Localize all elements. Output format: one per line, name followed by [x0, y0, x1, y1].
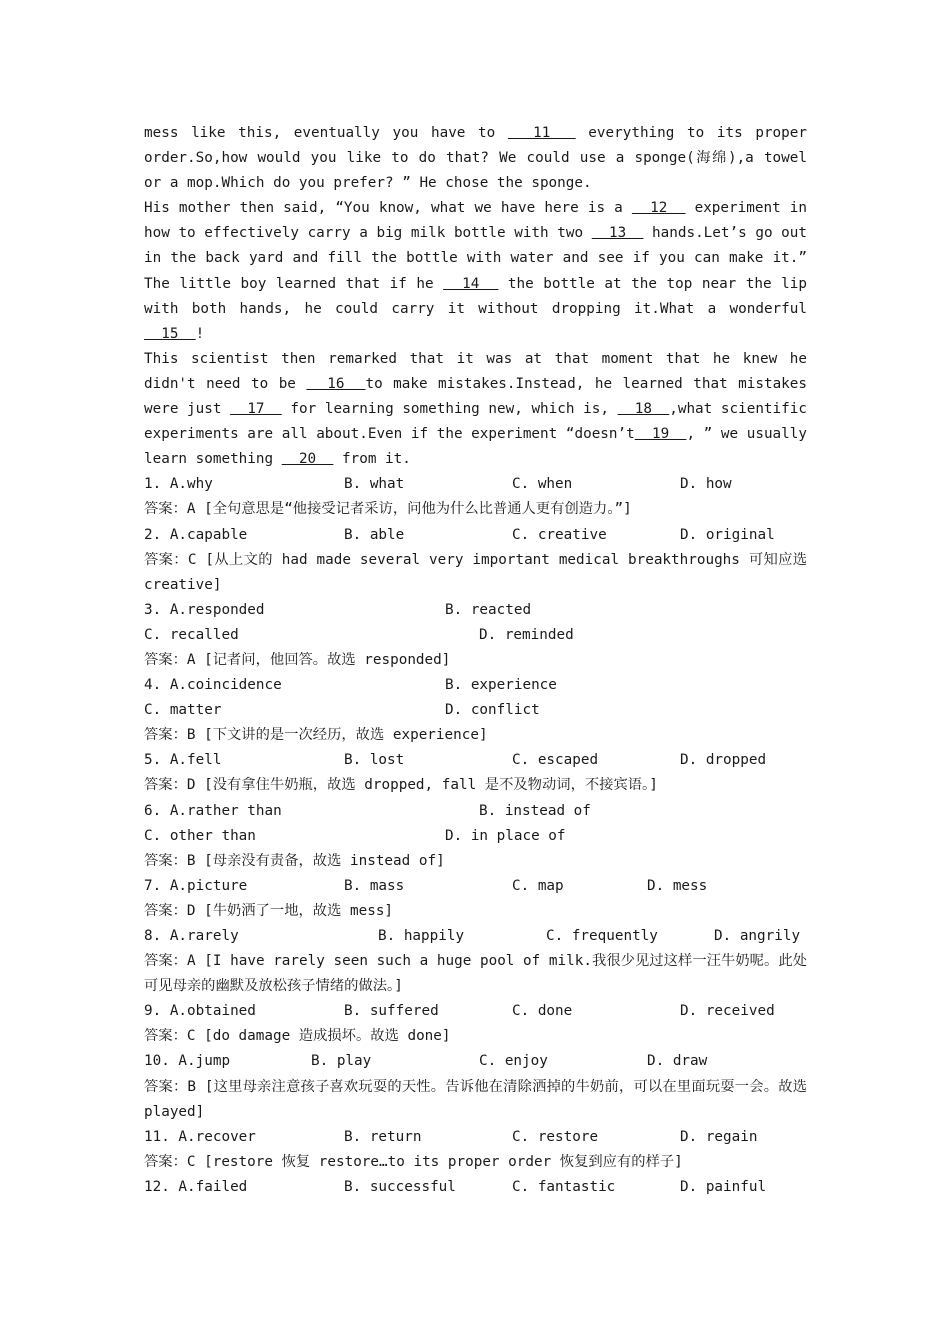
option-choice: C. fantastic [512, 1178, 616, 1195]
passage-text: mess like this, eventually you have to [144, 125, 508, 141]
option-row [144, 799, 807, 824]
option-row [144, 1175, 807, 1200]
option-row [144, 824, 807, 849]
option-row [144, 999, 807, 1024]
answer-explanation: 答案：B [下文讲的是一次经历，故选 experience] [144, 727, 488, 744]
option-choice: D. reminded [479, 626, 574, 643]
option-choice: 8. A.rarely [144, 928, 239, 944]
option-choice: C. done [512, 1003, 573, 1020]
option-choice: B. reacted [445, 601, 532, 618]
passage-text: from it. [333, 451, 411, 468]
option-row [144, 1125, 807, 1150]
option-choice: D. angrily [714, 928, 801, 944]
option-row [144, 673, 807, 698]
answer-explanation: 答案：A [记者问，他回答。故选 responded] [144, 651, 451, 668]
option-row [144, 698, 807, 723]
passage-text: ! [195, 325, 205, 342]
option-choice: C. escaped [512, 752, 599, 769]
option-choice: 2. A.capable [144, 526, 248, 543]
passage-text: , ” we usually learn something [144, 426, 807, 468]
option-choice: B. instead of [479, 802, 591, 819]
option-choice: 12. A.failed [144, 1178, 248, 1195]
option-choice: D. mess [647, 877, 708, 894]
option-choice: 1. A.why [144, 476, 213, 493]
answer-blank: 18 [617, 401, 670, 418]
passage-text: to make mistakes.Instead, he learned that mistakes were just [144, 375, 807, 418]
answer-explanation: 答案：C [restore 恢复 restore…to its proper order 恢复到应有的样子] [144, 1153, 683, 1170]
answer-explanation: 答案：B [母亲没有责备，故选 instead of] [144, 852, 445, 869]
option-choice: C. frequently [546, 928, 658, 944]
option-row [144, 472, 807, 497]
option-choice: B. return [344, 1128, 422, 1145]
answer-explanation: 答案：D [没有拿住牛奶瓶，故选 dropped, fall 是不及物动词，不接宾语。] [144, 777, 658, 794]
option-choice: B. play [311, 1053, 372, 1070]
option-choice: 9. A.obtained [144, 1003, 256, 1020]
passage-text: the bottle at the top near the lip with both hands, he could carry it without dropping it.What a wonderful [144, 275, 807, 317]
option-choice: C. restore [512, 1128, 599, 1145]
option-choice: D. in place of [445, 827, 566, 844]
option-choice: D. painful [680, 1178, 767, 1195]
option-choice: C. recalled [144, 626, 239, 643]
option-choice: C. map [512, 877, 564, 894]
answer-blank: 14 [443, 275, 499, 292]
answer-explanation: 答案：C [从上文的 had made several very important medical breakthroughs 可知应选 creative] [144, 551, 807, 593]
answer-blank: 20 [281, 451, 334, 468]
option-row [144, 523, 807, 548]
option-choice: B. lost [344, 752, 405, 769]
answer-blank: 17 [230, 401, 282, 418]
option-choice: D. conflict [445, 702, 540, 719]
option-choice: D. regain [680, 1128, 758, 1145]
option-choice: 7. A.picture [144, 877, 248, 894]
option-row [144, 598, 807, 623]
option-choice: 5. A.fell [144, 752, 222, 769]
answer-blank: 16 [306, 375, 366, 392]
option-choice: D. received [680, 1003, 775, 1020]
option-choice: D. original [680, 526, 775, 543]
passage-paragraph [144, 196, 807, 347]
option-row [144, 874, 807, 899]
option-choice: D. draw [647, 1053, 708, 1070]
option-choice: B. suffered [344, 1003, 439, 1020]
option-choice: B. happily [378, 928, 465, 944]
answer-explanation: 答案：B [这里母亲注意孩子喜欢玩耍的天性。告诉他在清除洒掉的牛奶前，可以在里面玩耍一会。故选 played] [144, 1078, 807, 1120]
option-choice: B. experience [445, 677, 557, 694]
passage-text: His mother then said, “You know, what we have here is a [144, 200, 632, 217]
answer-blank: 19 [634, 426, 687, 443]
document-page [144, 121, 807, 1200]
option-choice: C. matter [144, 702, 222, 719]
passage-text: experiment in how to effectively carry a big milk bottle with two [144, 200, 807, 242]
answer-blank: 13 [591, 225, 644, 242]
option-choice: B. mass [344, 877, 405, 894]
option-choice: 6. A.rather than [144, 802, 282, 819]
option-choice: C. other than [144, 827, 256, 844]
option-choice: D. dropped [680, 752, 767, 769]
passage-text: hands.Let’s go out in the back yard and fill the bottle with water and see if you can make it.” The little boy learned that if he [144, 225, 807, 292]
option-choice: C. creative [512, 526, 607, 543]
answer-explanation: 答案：C [do damage 造成损坏。故选 done] [144, 1028, 451, 1045]
passage-paragraph [144, 347, 807, 472]
passage-text: This scientist then remarked that it was at that moment that he knew he didn't need to be [144, 350, 807, 392]
option-choice: 3. A.responded [144, 601, 265, 618]
answer-blank: 15 [144, 325, 196, 342]
option-choice: B. successful [344, 1178, 456, 1195]
option-choice: 11. A.recover [144, 1128, 256, 1145]
option-row [144, 924, 807, 949]
answer-explanation: 答案：A [I have rarely seen such a huge pool of milk.我很少见过这样一汪牛奶呢。此处可见母亲的幽默及放松孩子情绪的做法。] [144, 953, 807, 995]
option-choice: B. what [344, 476, 405, 493]
passage-text: everything to its proper order.So,how would you like to do that? We could use a sponge(海绵),a towel or a mop.Which do you prefer? ” He chose the sponge. [144, 125, 807, 192]
answer-explanation: 答案：D [牛奶洒了一地，故选 mess] [144, 902, 394, 919]
option-row [144, 623, 807, 648]
answer-explanation: 答案：A [全句意思是“他接受记者采访，问他为什么比普通人更有创造力。”] [144, 501, 632, 518]
option-choice: C. when [512, 476, 573, 493]
option-choice: 10. A.jump [144, 1053, 231, 1070]
answer-blank: 12 [631, 200, 686, 217]
passage-text: for learning something new, which is, [281, 401, 618, 418]
option-row [144, 1049, 807, 1074]
answer-blank: 11 [507, 125, 576, 141]
option-choice: C. enjoy [479, 1053, 548, 1070]
passage-paragraph [144, 121, 807, 196]
option-row [144, 748, 807, 773]
option-choice: B. able [344, 526, 405, 543]
option-choice: 4. A.coincidence [144, 677, 282, 694]
passage-text: ,what scientific experiments are all about.Even if the experiment “doesn’t [144, 401, 807, 443]
option-choice: D. how [680, 476, 732, 493]
